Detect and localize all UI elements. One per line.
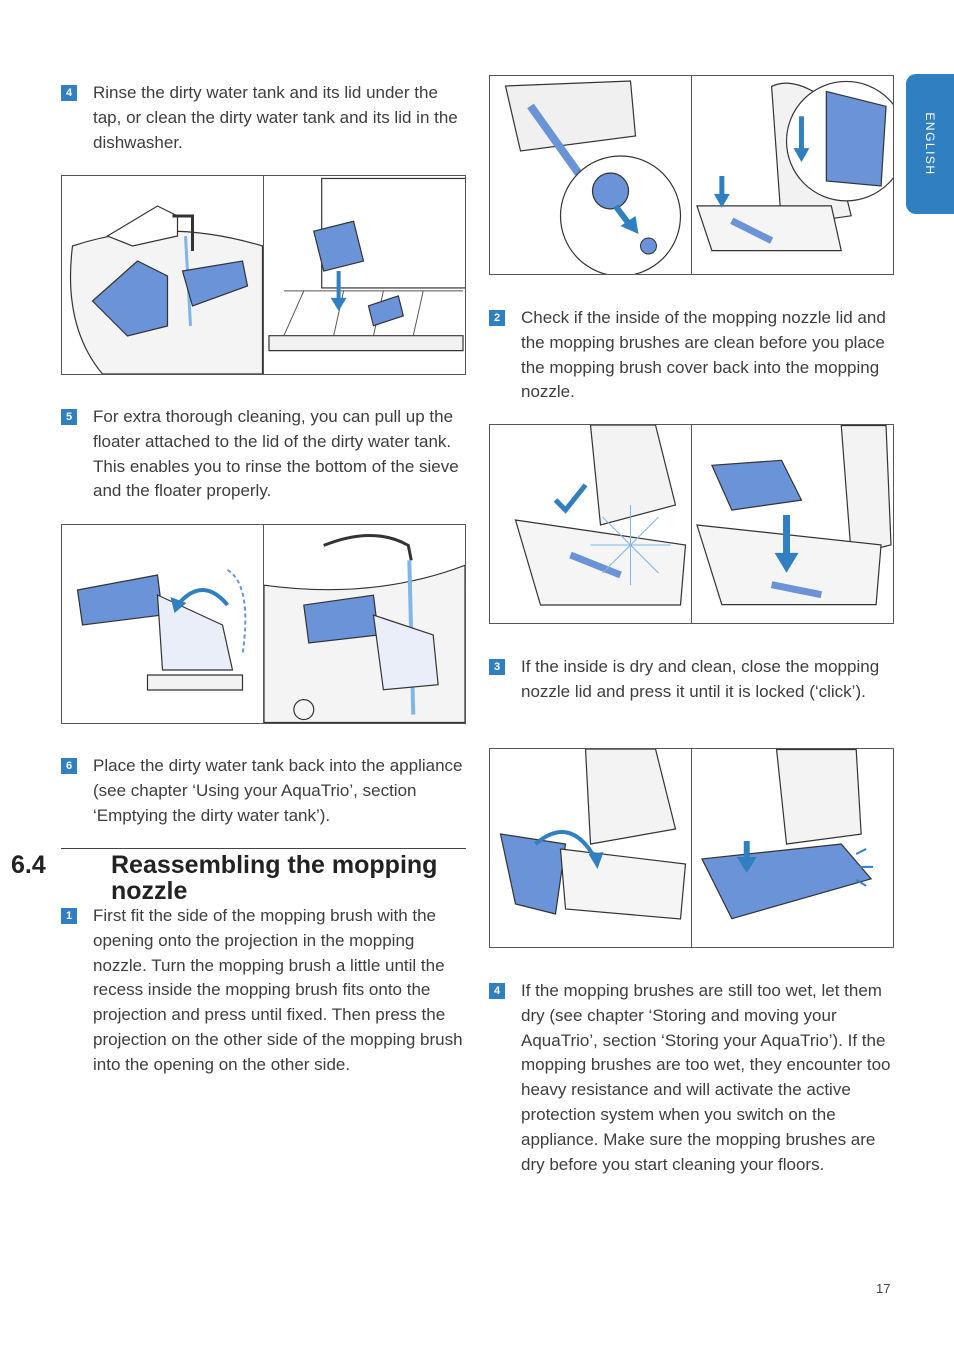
language-tab [906,74,954,214]
step-number-badge: 4 [61,85,77,101]
language-tab-label: ENGLISH [923,112,937,176]
place-cover-illustration [691,425,893,623]
section-title: Reassembling the mopping nozzle [111,851,438,905]
rinse-floater-tap-illustration [263,525,465,723]
section-heading [11,848,466,905]
step-number-badge: 4 [489,983,505,999]
tank-dishwasher-illustration [263,176,465,374]
pull-floater-illustration [62,525,263,723]
check-clean-illustration [490,425,691,623]
page-number: 17 [876,1281,891,1296]
figure-close-lid [489,748,894,948]
figure-fit-brush [489,75,894,275]
step-number-badge: 1 [61,908,77,924]
step-number-badge: 2 [489,310,505,326]
step-text: Rinse the dirty water tank and its lid under the tap, or clean the dirty water tank and its lid in the dishwasher. [93,83,458,152]
close-lid-illustration [490,749,691,947]
step-text: For extra thorough cleaning, you can pull up the floater attached to the lid of the dirty water tank. This enables you to rinse the bottom of the sieve and the floater properly. [93,407,459,501]
step-text: If the inside is dry and clean, close the mopping nozzle lid and press it until it is locked (‘click’). [521,657,880,701]
section-number: 6.4 [11,851,46,879]
step-number-badge: 6 [61,758,77,774]
step-number-badge: 5 [61,409,77,425]
step-text: Check if the inside of the mopping nozzle lid and the mopping brushes are clean before you place the mopping brush cover back into the mopping nozzle. [521,308,886,402]
press-brush-illustration [691,76,893,274]
step-text: First fit the side of the mopping brush with the opening onto the projection in the mopping nozzle. Turn the mopping brush a little until the recess inside the mopping brush fits onto the projection and press until fixed. Then press the projection on the other side of the mopping brush into the opening on the other side. [93,906,463,1074]
figure-check-clean [489,424,894,624]
fit-brush-illustration [490,76,691,274]
step-number-badge: 3 [489,659,505,675]
step-text: If the mopping brushes are still too wet, let them dry (see chapter ‘Storing and moving your AquaTrio’, section ‘Storing your AquaTrio’). If the mopping brushes are too wet, they encounter too heavy resistance and will activate the active protection system when you switch on the appliance. Make sure the mopping brushes are dry before you start cleaning your floors. [521,981,891,1174]
step-text: Place the dirty water tank back into the appliance (see chapter ‘Using your AquaTrio’, section ‘Emptying the dirty water tank’). [93,756,463,825]
press-lid-click-illustration [691,749,893,947]
rinse-tank-tap-illustration [62,176,263,374]
figure-rinse-tank [61,175,466,375]
figure-floater [61,524,466,724]
